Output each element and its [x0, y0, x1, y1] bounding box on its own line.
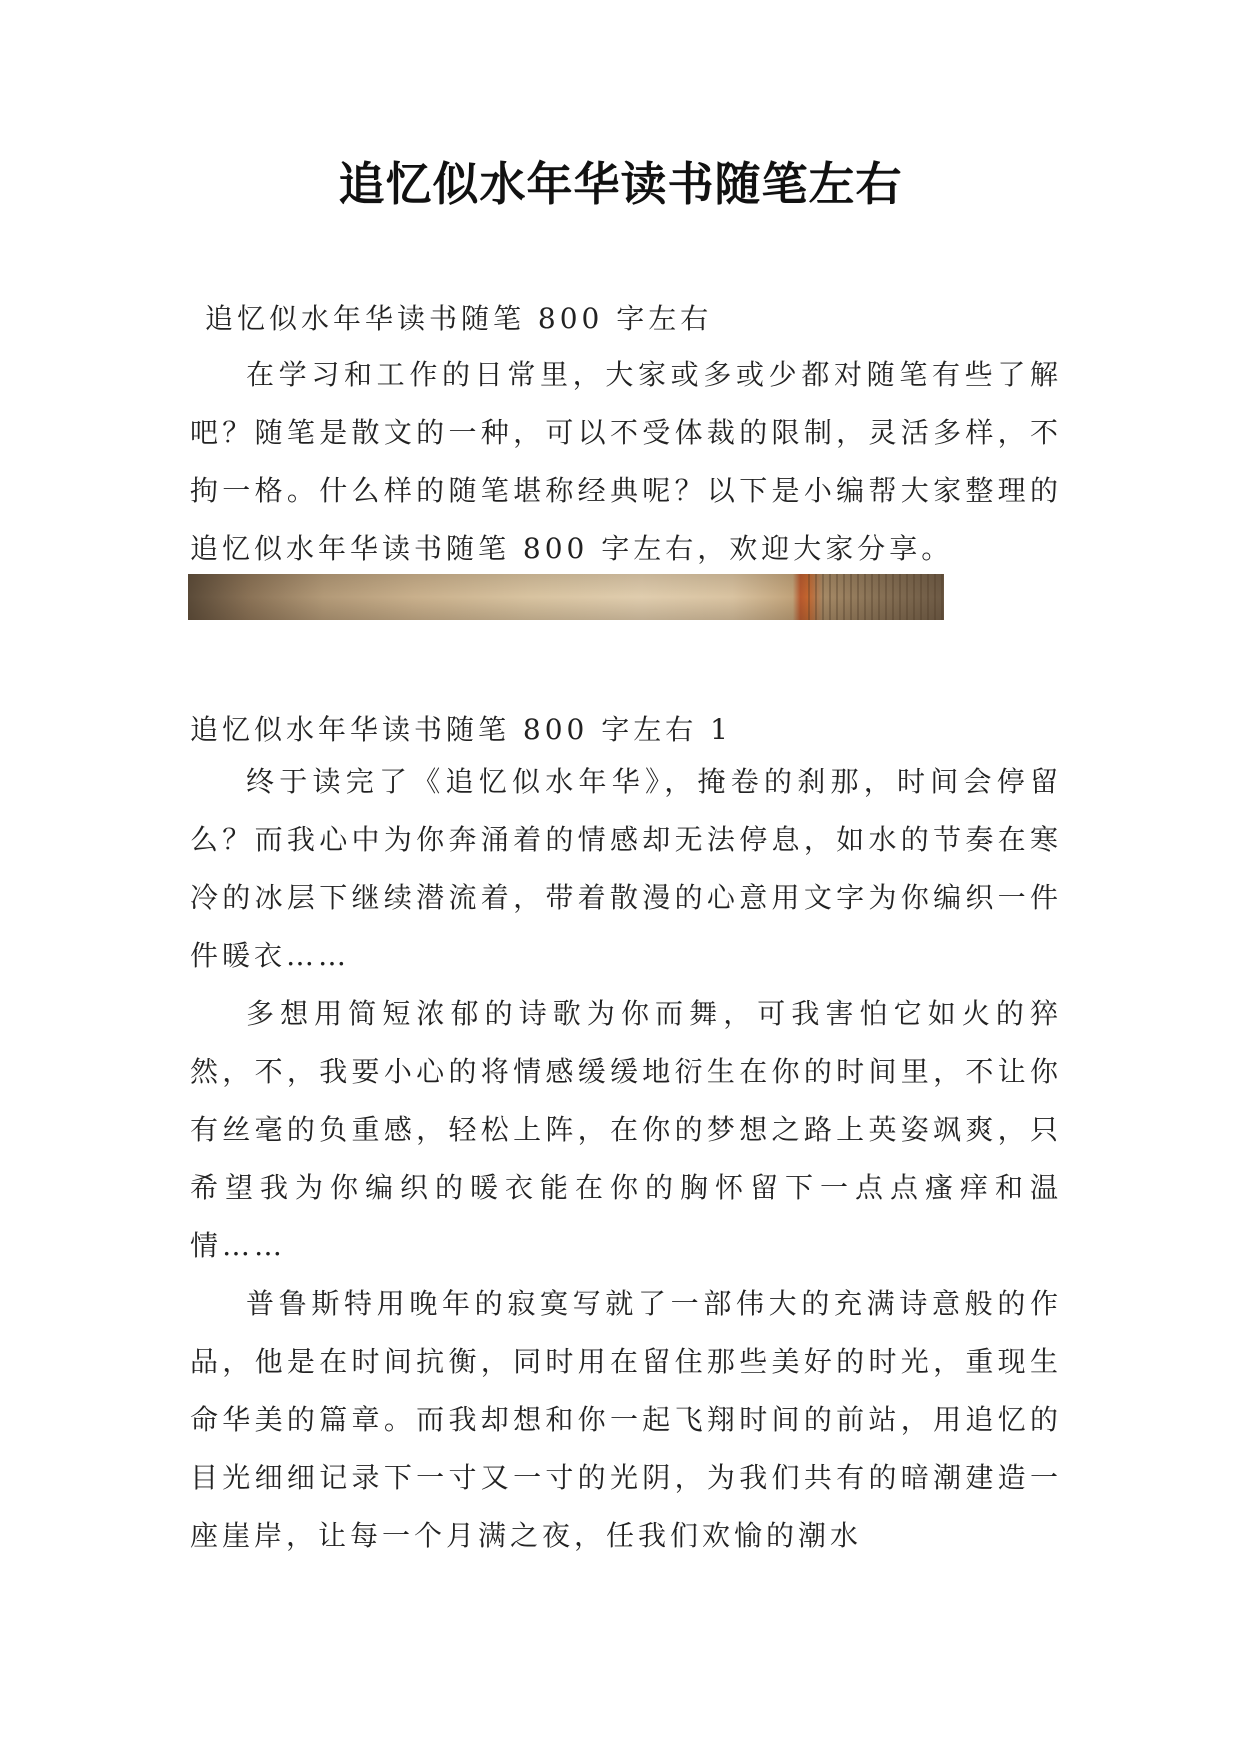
- section-paragraph: 多想用简短浓郁的诗歌为你而舞，可我害怕它如火的猝然，不，我要小心的将情感缓缓地衍生在你的时间里，不让你有丝毫的负重感，轻松上阵，在你的梦想之路上英姿飒爽，只希望我为你编织的暖衣能在你的胸怀留下一点点瘙痒和温情……: [190, 997, 1062, 1262]
- section-heading: 追忆似水年华读书随笔 800 字左右 1: [190, 713, 732, 746]
- intro-section: [190, 346, 1062, 578]
- section-paragraph: 普鲁斯特用晚年的寂寞写就了一部伟大的充满诗意般的作品，他是在时间抗衡，同时用在留住那些美好的时光，重现生命华美的篇章。而我却想和你一起飞翔时间的前站，用追忆的目光细细记录下一寸又一寸的光阴，为我们共有的暗潮建造一座崖岸，让每一个月满之夜，任我们欢愉的潮水: [190, 1287, 1062, 1552]
- section-body: [190, 753, 1062, 1565]
- book-pages-image: [188, 574, 944, 620]
- document-subtitle: 追忆似水年华读书随笔 800 字左右: [205, 302, 713, 335]
- section-paragraph: 终于读完了《追忆似水年华》，掩卷的刹那，时间会停留么？而我心中为你奔涌着的情感却无法停息，如水的节奏在寒冷的冰层下继续潜流着，带着散漫的心意用文字为你编织一件件暖衣……: [190, 765, 1062, 972]
- intro-paragraph: 在学习和工作的日常里，大家或多或少都对随笔有些了解吧？随笔是散文的一种，可以不受体裁的限制，灵活多样，不拘一格。什么样的随笔堪称经典呢？以下是小编帮大家整理的追忆似水年华读书随笔 800 字左右，欢迎大家分享。: [190, 358, 1062, 565]
- image-shading: [188, 574, 944, 620]
- page-title: 追忆似水年华读书随笔左右: [338, 157, 903, 211]
